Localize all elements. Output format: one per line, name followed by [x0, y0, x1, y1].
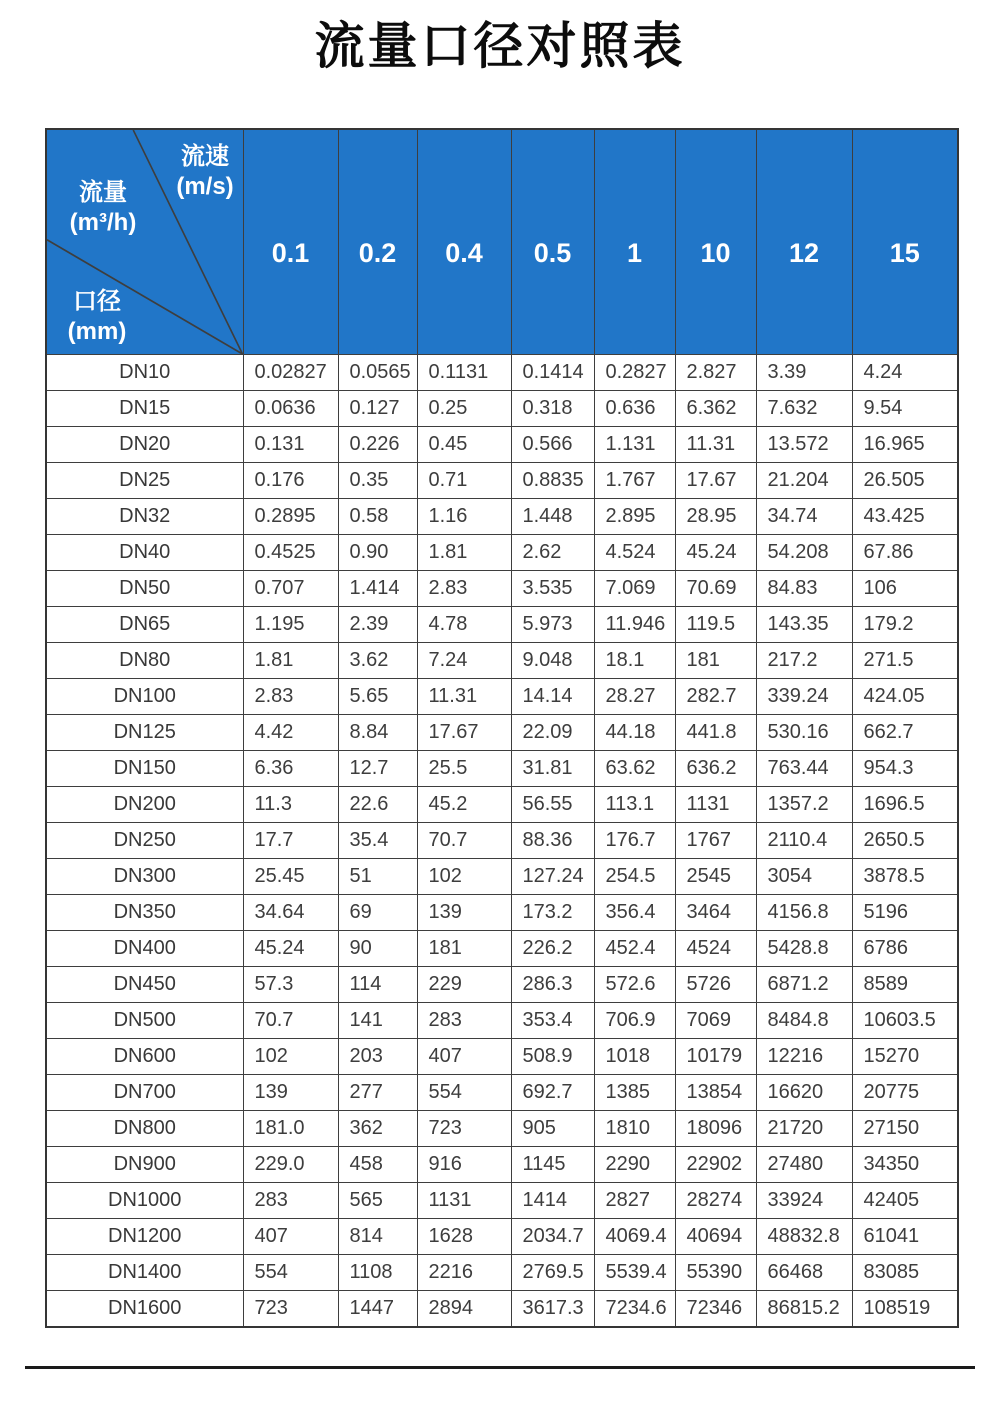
flow-value-cell: 452.4 — [594, 931, 675, 967]
flow-value-cell: 8.84 — [338, 715, 417, 751]
flow-value-cell: 2110.4 — [756, 823, 852, 859]
table-row — [46, 787, 958, 823]
dn-cell: DN900 — [46, 1147, 243, 1183]
dn-cell: DN25 — [46, 463, 243, 499]
flow-value-cell: 67.86 — [852, 535, 958, 571]
flow-value-cell: 706.9 — [594, 1003, 675, 1039]
flow-value-cell: 0.636 — [594, 391, 675, 427]
flow-value-cell: 11.31 — [417, 679, 511, 715]
flow-value-cell: 6786 — [852, 931, 958, 967]
flow-value-cell: 6.362 — [675, 391, 756, 427]
flow-value-cell: 229 — [417, 967, 511, 1003]
flow-value-cell: 5428.8 — [756, 931, 852, 967]
table-row — [46, 427, 958, 463]
flow-value-cell: 17.7 — [243, 823, 338, 859]
flow-value-cell: 2.827 — [675, 355, 756, 391]
flow-value-cell: 16.965 — [852, 427, 958, 463]
flow-value-cell: 51 — [338, 859, 417, 895]
flow-value-cell: 27480 — [756, 1147, 852, 1183]
flow-value-cell: 572.6 — [594, 967, 675, 1003]
flow-value-cell: 4.42 — [243, 715, 338, 751]
table-row — [46, 391, 958, 427]
flow-value-cell: 0.58 — [338, 499, 417, 535]
dn-cell: DN1200 — [46, 1219, 243, 1255]
flow-value-cell: 954.3 — [852, 751, 958, 787]
flow-value-cell: 916 — [417, 1147, 511, 1183]
table-row — [46, 1003, 958, 1039]
flow-value-cell: 283 — [243, 1183, 338, 1219]
page-title: 流量口径对照表 — [314, 18, 686, 74]
table-row — [46, 535, 958, 571]
dn-cell: DN15 — [46, 391, 243, 427]
flow-value-cell: 2650.5 — [852, 823, 958, 859]
table-corner-cell — [46, 129, 243, 355]
flow-value-cell: 18.1 — [594, 643, 675, 679]
flow-value-cell: 254.5 — [594, 859, 675, 895]
dn-cell: DN350 — [46, 895, 243, 931]
flow-value-cell: 763.44 — [756, 751, 852, 787]
flow-value-cell: 282.7 — [675, 679, 756, 715]
flow-value-cell: 0.35 — [338, 463, 417, 499]
flow-value-cell: 2.62 — [511, 535, 594, 571]
table-row — [46, 751, 958, 787]
flow-value-cell: 2827 — [594, 1183, 675, 1219]
flow-value-cell: 3054 — [756, 859, 852, 895]
flow-value-cell: 2769.5 — [511, 1255, 594, 1291]
flow-value-cell: 3.535 — [511, 571, 594, 607]
diameter-unit: (mm) — [67, 318, 127, 345]
flow-value-cell: 11.3 — [243, 787, 338, 823]
flow-unit: (m³/h) — [69, 209, 137, 236]
flow-value-cell: 8484.8 — [756, 1003, 852, 1039]
flow-value-cell: 61041 — [852, 1219, 958, 1255]
flow-value-cell: 14.14 — [511, 679, 594, 715]
flow-value-cell: 271.5 — [852, 643, 958, 679]
flow-value-cell: 25.5 — [417, 751, 511, 787]
dn-cell: DN125 — [46, 715, 243, 751]
velocity-column-header: 0.2 — [338, 129, 417, 355]
flow-label: 流量 — [79, 179, 127, 206]
header-row — [46, 129, 958, 355]
flow-value-cell: 1696.5 — [852, 787, 958, 823]
table-row — [46, 967, 958, 1003]
dn-cell: DN300 — [46, 859, 243, 895]
flow-value-cell: 28.95 — [675, 499, 756, 535]
flow-value-cell: 0.707 — [243, 571, 338, 607]
flow-value-cell: 34350 — [852, 1147, 958, 1183]
flow-value-cell: 69 — [338, 895, 417, 931]
flow-value-cell: 362 — [338, 1111, 417, 1147]
flow-value-cell: 34.64 — [243, 895, 338, 931]
flow-value-cell: 723 — [243, 1291, 338, 1327]
flow-value-cell: 530.16 — [756, 715, 852, 751]
flow-value-cell: 70.7 — [417, 823, 511, 859]
flow-value-cell: 229.0 — [243, 1147, 338, 1183]
flow-value-cell: 226.2 — [511, 931, 594, 967]
flow-value-cell: 8589 — [852, 967, 958, 1003]
flow-value-cell: 5539.4 — [594, 1255, 675, 1291]
flow-value-cell: 13854 — [675, 1075, 756, 1111]
flow-value-cell: 44.18 — [594, 715, 675, 751]
table-row — [46, 607, 958, 643]
table-row — [46, 499, 958, 535]
flow-value-cell: 21720 — [756, 1111, 852, 1147]
flow-value-cell: 0.318 — [511, 391, 594, 427]
flow-value-cell: 407 — [243, 1219, 338, 1255]
flow-value-cell: 565 — [338, 1183, 417, 1219]
flow-value-cell: 22.6 — [338, 787, 417, 823]
velocity-column-header: 12 — [756, 129, 852, 355]
flow-value-cell: 1131 — [417, 1183, 511, 1219]
dn-cell: DN32 — [46, 499, 243, 535]
flow-value-cell: 108519 — [852, 1291, 958, 1327]
flow-value-cell: 4.524 — [594, 535, 675, 571]
flow-value-cell: 9.048 — [511, 643, 594, 679]
flow-value-cell: 54.208 — [756, 535, 852, 571]
flow-value-cell: 0.2895 — [243, 499, 338, 535]
flow-value-cell: 1108 — [338, 1255, 417, 1291]
velocity-column-header: 0.1 — [243, 129, 338, 355]
flow-value-cell: 20775 — [852, 1075, 958, 1111]
flow-value-cell: 106 — [852, 571, 958, 607]
table-row — [46, 1183, 958, 1219]
flow-value-cell: 141 — [338, 1003, 417, 1039]
table-row — [46, 859, 958, 895]
dn-cell: DN1400 — [46, 1255, 243, 1291]
flow-value-cell: 28.27 — [594, 679, 675, 715]
flow-value-cell: 139 — [417, 895, 511, 931]
flow-value-cell: 18096 — [675, 1111, 756, 1147]
flow-value-cell: 4156.8 — [756, 895, 852, 931]
flow-value-cell: 43.425 — [852, 499, 958, 535]
flow-value-cell: 26.505 — [852, 463, 958, 499]
flow-value-cell: 0.8835 — [511, 463, 594, 499]
flow-value-cell: 0.0565 — [338, 355, 417, 391]
flow-value-cell: 0.2827 — [594, 355, 675, 391]
flow-value-cell: 1.131 — [594, 427, 675, 463]
flow-value-cell: 181.0 — [243, 1111, 338, 1147]
flow-value-cell: 27150 — [852, 1111, 958, 1147]
flow-value-cell: 0.25 — [417, 391, 511, 427]
flow-value-cell: 2545 — [675, 859, 756, 895]
dn-cell: DN50 — [46, 571, 243, 607]
flow-value-cell: 1357.2 — [756, 787, 852, 823]
flow-value-cell: 407 — [417, 1039, 511, 1075]
flow-value-cell: 11.31 — [675, 427, 756, 463]
table-row — [46, 1219, 958, 1255]
flow-value-cell: 692.7 — [511, 1075, 594, 1111]
flow-value-cell: 286.3 — [511, 967, 594, 1003]
flow-value-cell: 7069 — [675, 1003, 756, 1039]
flow-value-cell: 0.71 — [417, 463, 511, 499]
flow-value-cell: 3464 — [675, 895, 756, 931]
flow-value-cell: 25.45 — [243, 859, 338, 895]
flow-value-cell: 1.414 — [338, 571, 417, 607]
table-row — [46, 715, 958, 751]
flow-value-cell: 2290 — [594, 1147, 675, 1183]
flow-value-cell: 1145 — [511, 1147, 594, 1183]
flow-value-cell: 4.78 — [417, 607, 511, 643]
corner-velocity-label — [165, 142, 243, 202]
flow-value-cell: 424.05 — [852, 679, 958, 715]
flow-value-cell: 33924 — [756, 1183, 852, 1219]
flow-value-cell: 84.83 — [756, 571, 852, 607]
flow-value-cell: 2.895 — [594, 499, 675, 535]
flow-value-cell: 45.24 — [243, 931, 338, 967]
flow-value-cell: 90 — [338, 931, 417, 967]
velocity-column-header: 15 — [852, 129, 958, 355]
flow-value-cell: 4069.4 — [594, 1219, 675, 1255]
dn-cell: DN10 — [46, 355, 243, 391]
flow-value-cell: 0.0636 — [243, 391, 338, 427]
flow-value-cell: 70.7 — [243, 1003, 338, 1039]
flow-value-cell: 458 — [338, 1147, 417, 1183]
flow-value-cell: 5726 — [675, 967, 756, 1003]
flow-value-cell: 0.176 — [243, 463, 338, 499]
flow-value-cell: 1767 — [675, 823, 756, 859]
velocity-label: 流速 — [181, 143, 229, 170]
flow-value-cell: 905 — [511, 1111, 594, 1147]
flow-value-cell: 283 — [417, 1003, 511, 1039]
flow-value-cell: 72346 — [675, 1291, 756, 1327]
flow-value-cell: 17.67 — [417, 715, 511, 751]
dn-cell: DN40 — [46, 535, 243, 571]
flow-value-cell: 10603.5 — [852, 1003, 958, 1039]
flow-value-cell: 12.7 — [338, 751, 417, 787]
table-row — [46, 679, 958, 715]
flow-value-cell: 176.7 — [594, 823, 675, 859]
flow-value-cell: 13.572 — [756, 427, 852, 463]
flow-value-cell: 3617.3 — [511, 1291, 594, 1327]
flow-value-cell: 1628 — [417, 1219, 511, 1255]
flow-value-cell: 3.39 — [756, 355, 852, 391]
flow-value-cell: 63.62 — [594, 751, 675, 787]
flow-value-cell: 7.24 — [417, 643, 511, 679]
table-body — [46, 355, 958, 1327]
flow-value-cell: 1.16 — [417, 499, 511, 535]
flow-value-cell: 181 — [417, 931, 511, 967]
flow-value-cell: 1385 — [594, 1075, 675, 1111]
flow-value-cell: 7.069 — [594, 571, 675, 607]
flow-value-cell: 4.24 — [852, 355, 958, 391]
flow-value-cell: 40694 — [675, 1219, 756, 1255]
flow-value-cell: 1.81 — [417, 535, 511, 571]
flow-value-cell: 31.81 — [511, 751, 594, 787]
flow-value-cell: 143.35 — [756, 607, 852, 643]
dn-cell: DN80 — [46, 643, 243, 679]
flow-value-cell: 127.24 — [511, 859, 594, 895]
flow-value-cell: 554 — [243, 1255, 338, 1291]
flow-value-cell: 86815.2 — [756, 1291, 852, 1327]
table-row — [46, 823, 958, 859]
flow-value-cell: 35.4 — [338, 823, 417, 859]
dn-cell: DN500 — [46, 1003, 243, 1039]
flow-value-cell: 119.5 — [675, 607, 756, 643]
table-row — [46, 1111, 958, 1147]
table-row — [46, 355, 958, 391]
flow-value-cell: 88.36 — [511, 823, 594, 859]
flow-value-cell: 554 — [417, 1075, 511, 1111]
table-row — [46, 1291, 958, 1327]
flow-value-cell: 102 — [417, 859, 511, 895]
flow-value-cell: 48832.8 — [756, 1219, 852, 1255]
dn-cell: DN100 — [46, 679, 243, 715]
flow-value-cell: 83085 — [852, 1255, 958, 1291]
flow-value-cell: 55390 — [675, 1255, 756, 1291]
flow-value-cell: 173.2 — [511, 895, 594, 931]
flow-value-cell: 179.2 — [852, 607, 958, 643]
flow-value-cell: 217.2 — [756, 643, 852, 679]
flow-value-cell: 6.36 — [243, 751, 338, 787]
table-row — [46, 643, 958, 679]
flow-value-cell: 57.3 — [243, 967, 338, 1003]
velocity-column-header: 1 — [594, 129, 675, 355]
dn-cell: DN65 — [46, 607, 243, 643]
table-row — [46, 571, 958, 607]
flow-value-cell: 723 — [417, 1111, 511, 1147]
flow-value-cell: 2216 — [417, 1255, 511, 1291]
dn-cell: DN400 — [46, 931, 243, 967]
flow-value-cell: 10179 — [675, 1039, 756, 1075]
flow-value-cell: 15270 — [852, 1039, 958, 1075]
flow-value-cell: 114 — [338, 967, 417, 1003]
flow-value-cell: 1447 — [338, 1291, 417, 1327]
flow-value-cell: 9.54 — [852, 391, 958, 427]
flow-value-cell: 139 — [243, 1075, 338, 1111]
corner-flow-label — [57, 178, 149, 238]
flow-value-cell: 0.02827 — [243, 355, 338, 391]
flow-value-cell: 11.946 — [594, 607, 675, 643]
flow-value-cell: 70.69 — [675, 571, 756, 607]
dn-cell: DN200 — [46, 787, 243, 823]
flow-value-cell: 0.4525 — [243, 535, 338, 571]
table-row — [46, 931, 958, 967]
velocity-column-header: 10 — [675, 129, 756, 355]
flow-value-cell: 356.4 — [594, 895, 675, 931]
dn-cell: DN20 — [46, 427, 243, 463]
flow-value-cell: 4524 — [675, 931, 756, 967]
flow-value-cell: 814 — [338, 1219, 417, 1255]
flow-value-cell: 45.2 — [417, 787, 511, 823]
table-row — [46, 1039, 958, 1075]
table-row — [46, 1075, 958, 1111]
flow-value-cell: 7.632 — [756, 391, 852, 427]
flow-value-cell: 2894 — [417, 1291, 511, 1327]
flow-value-cell: 2.39 — [338, 607, 417, 643]
flow-value-cell: 17.67 — [675, 463, 756, 499]
flow-value-cell: 353.4 — [511, 1003, 594, 1039]
flow-value-cell: 5.65 — [338, 679, 417, 715]
flow-value-cell: 1.195 — [243, 607, 338, 643]
flow-value-cell: 662.7 — [852, 715, 958, 751]
flow-value-cell: 203 — [338, 1039, 417, 1075]
flow-diameter-table — [45, 128, 959, 1328]
flow-value-cell: 113.1 — [594, 787, 675, 823]
flow-value-cell: 21.204 — [756, 463, 852, 499]
flow-value-cell: 28274 — [675, 1183, 756, 1219]
flow-value-cell: 5.973 — [511, 607, 594, 643]
flow-value-cell: 1.448 — [511, 499, 594, 535]
flow-value-cell: 22.09 — [511, 715, 594, 751]
dn-cell: DN1000 — [46, 1183, 243, 1219]
flow-value-cell: 3878.5 — [852, 859, 958, 895]
flow-value-cell: 1810 — [594, 1111, 675, 1147]
flow-value-cell: 1414 — [511, 1183, 594, 1219]
flow-value-cell: 0.45 — [417, 427, 511, 463]
bottom-divider — [25, 1366, 975, 1369]
flow-value-cell: 441.8 — [675, 715, 756, 751]
flow-value-cell: 7234.6 — [594, 1291, 675, 1327]
flow-value-cell: 12216 — [756, 1039, 852, 1075]
table-row — [46, 1147, 958, 1183]
dn-cell: DN150 — [46, 751, 243, 787]
flow-value-cell: 2.83 — [417, 571, 511, 607]
flow-value-cell: 6871.2 — [756, 967, 852, 1003]
flow-value-cell: 0.1414 — [511, 355, 594, 391]
table-row — [46, 895, 958, 931]
flow-value-cell: 1.81 — [243, 643, 338, 679]
flow-value-cell: 0.127 — [338, 391, 417, 427]
table-row — [46, 1255, 958, 1291]
flow-value-cell: 1.767 — [594, 463, 675, 499]
flow-value-cell: 181 — [675, 643, 756, 679]
flow-value-cell: 508.9 — [511, 1039, 594, 1075]
flow-value-cell: 3.62 — [338, 643, 417, 679]
flow-value-cell: 2034.7 — [511, 1219, 594, 1255]
flow-value-cell: 636.2 — [675, 751, 756, 787]
flow-value-cell: 45.24 — [675, 535, 756, 571]
velocity-column-header: 0.4 — [417, 129, 511, 355]
flow-value-cell: 102 — [243, 1039, 338, 1075]
flow-value-cell: 0.131 — [243, 427, 338, 463]
diameter-label: 口径 — [73, 288, 121, 315]
flow-value-cell: 0.1131 — [417, 355, 511, 391]
flow-value-cell: 22902 — [675, 1147, 756, 1183]
dn-cell: DN450 — [46, 967, 243, 1003]
flow-value-cell: 34.74 — [756, 499, 852, 535]
flow-value-cell: 2.83 — [243, 679, 338, 715]
dn-cell: DN250 — [46, 823, 243, 859]
velocity-column-header: 0.5 — [511, 129, 594, 355]
corner-diameter-label — [51, 287, 143, 347]
velocity-unit: (m/s) — [176, 173, 234, 200]
flow-value-cell: 42405 — [852, 1183, 958, 1219]
flow-value-cell: 5196 — [852, 895, 958, 931]
flow-value-cell: 339.24 — [756, 679, 852, 715]
flow-value-cell: 1131 — [675, 787, 756, 823]
dn-cell: DN700 — [46, 1075, 243, 1111]
flow-value-cell: 0.566 — [511, 427, 594, 463]
flow-value-cell: 56.55 — [511, 787, 594, 823]
flow-value-cell: 16620 — [756, 1075, 852, 1111]
flow-value-cell: 66468 — [756, 1255, 852, 1291]
dn-cell: DN1600 — [46, 1291, 243, 1327]
flow-value-cell: 0.226 — [338, 427, 417, 463]
flow-value-cell: 0.90 — [338, 535, 417, 571]
table-row — [46, 463, 958, 499]
flow-value-cell: 1018 — [594, 1039, 675, 1075]
dn-cell: DN600 — [46, 1039, 243, 1075]
dn-cell: DN800 — [46, 1111, 243, 1147]
flow-value-cell: 277 — [338, 1075, 417, 1111]
